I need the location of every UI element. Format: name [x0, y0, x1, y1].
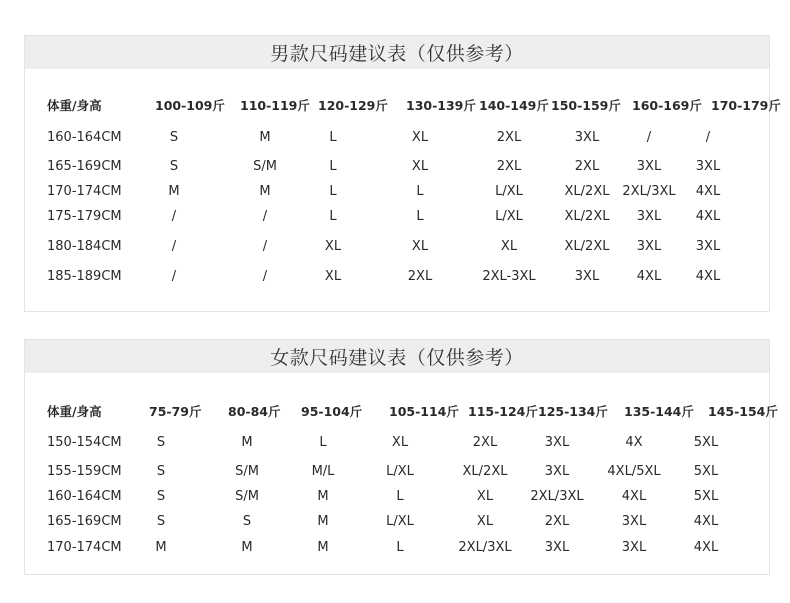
women-size-cell: M	[317, 489, 329, 504]
men-size-cell: L/XL	[495, 184, 523, 199]
women-size-cell: M	[155, 540, 167, 555]
men-header-cell: 160-169斤	[632, 98, 702, 113]
women-table-title: 女款尺码建议表（仅供参考）	[25, 340, 769, 373]
women-size-cell: M	[317, 540, 329, 555]
women-size-cell: 5XL	[693, 489, 719, 504]
men-size-cell: XL	[411, 159, 429, 174]
men-row-height-label: 180-184CM	[47, 239, 122, 254]
women-size-cell: 3XL	[544, 435, 570, 450]
women-size-cell: 2XL/3XL	[458, 540, 512, 555]
men-header-cell: 130-139斤	[406, 98, 476, 113]
women-size-cell: M	[241, 540, 253, 555]
men-size-cell: 3XL	[636, 209, 662, 224]
men-size-cell: 2XL	[496, 130, 522, 145]
women-size-cell: 3XL	[621, 514, 647, 529]
men-size-cell: 2XL	[574, 159, 600, 174]
men-size-cell: XL	[324, 269, 342, 284]
men-size-cell: L	[416, 209, 424, 224]
women-size-cell: L	[396, 540, 404, 555]
women-header-cell: 135-144斤	[624, 404, 694, 419]
men-size-cell: 3XL	[695, 239, 721, 254]
men-table-title: 男款尺码建议表（仅供参考）	[25, 36, 769, 69]
women-size-cell: 2XL	[544, 514, 570, 529]
women-size-cell: L	[319, 435, 327, 450]
men-size-cell: /	[171, 269, 177, 284]
men-size-cell: /	[171, 239, 177, 254]
women-row-height-label: 150-154CM	[47, 435, 122, 450]
men-header-cell: 120-129斤	[318, 98, 388, 113]
women-size-cell: 3XL	[544, 540, 570, 555]
women-size-cell: 5XL	[693, 464, 719, 479]
women-header-cell: 125-134斤	[538, 404, 608, 419]
men-header-cell: 140-149斤	[479, 98, 549, 113]
men-size-cell: /	[262, 269, 268, 284]
men-size-cell: 2XL	[496, 159, 522, 174]
men-size-cell: /	[171, 209, 177, 224]
men-row-height-label: 170-174CM	[47, 184, 122, 199]
men-row-height-label: 175-179CM	[47, 209, 122, 224]
men-size-cell: XL/2XL	[564, 184, 610, 199]
men-size-cell: L	[329, 209, 337, 224]
men-size-cell: L/XL	[495, 209, 523, 224]
men-size-cell: XL	[500, 239, 518, 254]
women-size-cell: 4XL/5XL	[607, 464, 661, 479]
women-size-cell: M/L	[311, 464, 335, 479]
women-size-cell: XL	[391, 435, 409, 450]
women-size-cell: S	[242, 514, 252, 529]
men-size-cell: /	[646, 130, 652, 145]
men-size-cell: 2XL-3XL	[482, 269, 536, 284]
women-row-height-label: 165-169CM	[47, 514, 122, 529]
men-size-table	[24, 35, 781, 312]
men-size-cell: /	[705, 130, 711, 145]
women-header-cell: 体重/身高	[47, 404, 102, 419]
men-size-cell: S	[169, 159, 179, 174]
women-header-cell: 95-104斤	[301, 404, 363, 419]
women-size-cell: 4XL	[693, 514, 719, 529]
men-size-cell: L	[329, 130, 337, 145]
men-size-cell: 2XL	[407, 269, 433, 284]
men-row-height-label: 185-189CM	[47, 269, 122, 284]
men-size-cell: XL	[324, 239, 342, 254]
women-size-cell: S	[156, 435, 166, 450]
men-size-cell: M	[168, 184, 180, 199]
women-row-height-label: 170-174CM	[47, 540, 122, 555]
men-size-cell: /	[262, 239, 268, 254]
women-size-cell: S	[156, 464, 166, 479]
women-size-cell: 4XL	[621, 489, 647, 504]
men-size-cell: M	[259, 184, 271, 199]
women-size-cell: S	[156, 514, 166, 529]
men-size-cell: 4XL	[695, 184, 721, 199]
women-size-table	[24, 339, 778, 575]
men-size-cell: 2XL/3XL	[622, 184, 676, 199]
women-size-cell: XL	[476, 489, 494, 504]
women-header-cell: 80-84斤	[228, 404, 281, 419]
women-size-cell: S	[156, 489, 166, 504]
men-row-height-label: 160-164CM	[47, 130, 122, 145]
women-header-cell: 105-114斤	[389, 404, 459, 419]
women-size-cell: 2XL	[472, 435, 498, 450]
men-size-cell: 4XL	[695, 209, 721, 224]
men-size-cell: L	[329, 184, 337, 199]
women-header-cell: 75-79斤	[149, 404, 202, 419]
men-header-cell: 体重/身高	[47, 98, 102, 113]
men-header-cell: 150-159斤	[551, 98, 621, 113]
men-size-cell: /	[262, 209, 268, 224]
women-size-cell: L/XL	[386, 514, 414, 529]
women-header-cell: 145-154斤	[708, 404, 778, 419]
women-size-cell: XL/2XL	[462, 464, 508, 479]
men-row-height-label: 165-169CM	[47, 159, 122, 174]
women-size-cell: S/M	[235, 464, 259, 479]
women-size-cell: M	[317, 514, 329, 529]
men-size-cell: XL/2XL	[564, 239, 610, 254]
women-size-cell: L	[396, 489, 404, 504]
women-size-cell: 4X	[625, 435, 643, 450]
men-size-cell: L	[329, 159, 337, 174]
men-size-cell: XL	[411, 239, 429, 254]
women-size-cell: M	[241, 435, 253, 450]
men-size-cell: 4XL	[636, 269, 662, 284]
men-size-cell: XL/2XL	[564, 209, 610, 224]
men-size-cell: 4XL	[695, 269, 721, 284]
men-size-cell: S/M	[253, 159, 277, 174]
men-size-cell: 3XL	[695, 159, 721, 174]
men-size-cell: M	[259, 130, 271, 145]
women-size-cell: L/XL	[386, 464, 414, 479]
women-size-cell: 3XL	[621, 540, 647, 555]
men-header-cell: 110-119斤	[240, 98, 310, 113]
women-size-cell: 5XL	[693, 435, 719, 450]
women-size-cell: XL	[476, 514, 494, 529]
men-size-cell: 3XL	[636, 239, 662, 254]
women-size-cell: 3XL	[544, 464, 570, 479]
men-header-cell: 100-109斤	[155, 98, 225, 113]
men-header-cell: 170-179斤	[711, 98, 781, 113]
women-header-cell: 115-124斤	[468, 404, 538, 419]
women-row-height-label: 155-159CM	[47, 464, 122, 479]
men-size-cell: 3XL	[574, 130, 600, 145]
women-size-cell: S/M	[235, 489, 259, 504]
men-size-cell: XL	[411, 130, 429, 145]
men-size-cell: 3XL	[574, 269, 600, 284]
men-size-cell: S	[169, 130, 179, 145]
men-size-cell: L	[416, 184, 424, 199]
women-size-cell: 4XL	[693, 540, 719, 555]
men-size-cell: 3XL	[636, 159, 662, 174]
women-size-cell: 2XL/3XL	[530, 489, 584, 504]
women-row-height-label: 160-164CM	[47, 489, 122, 504]
